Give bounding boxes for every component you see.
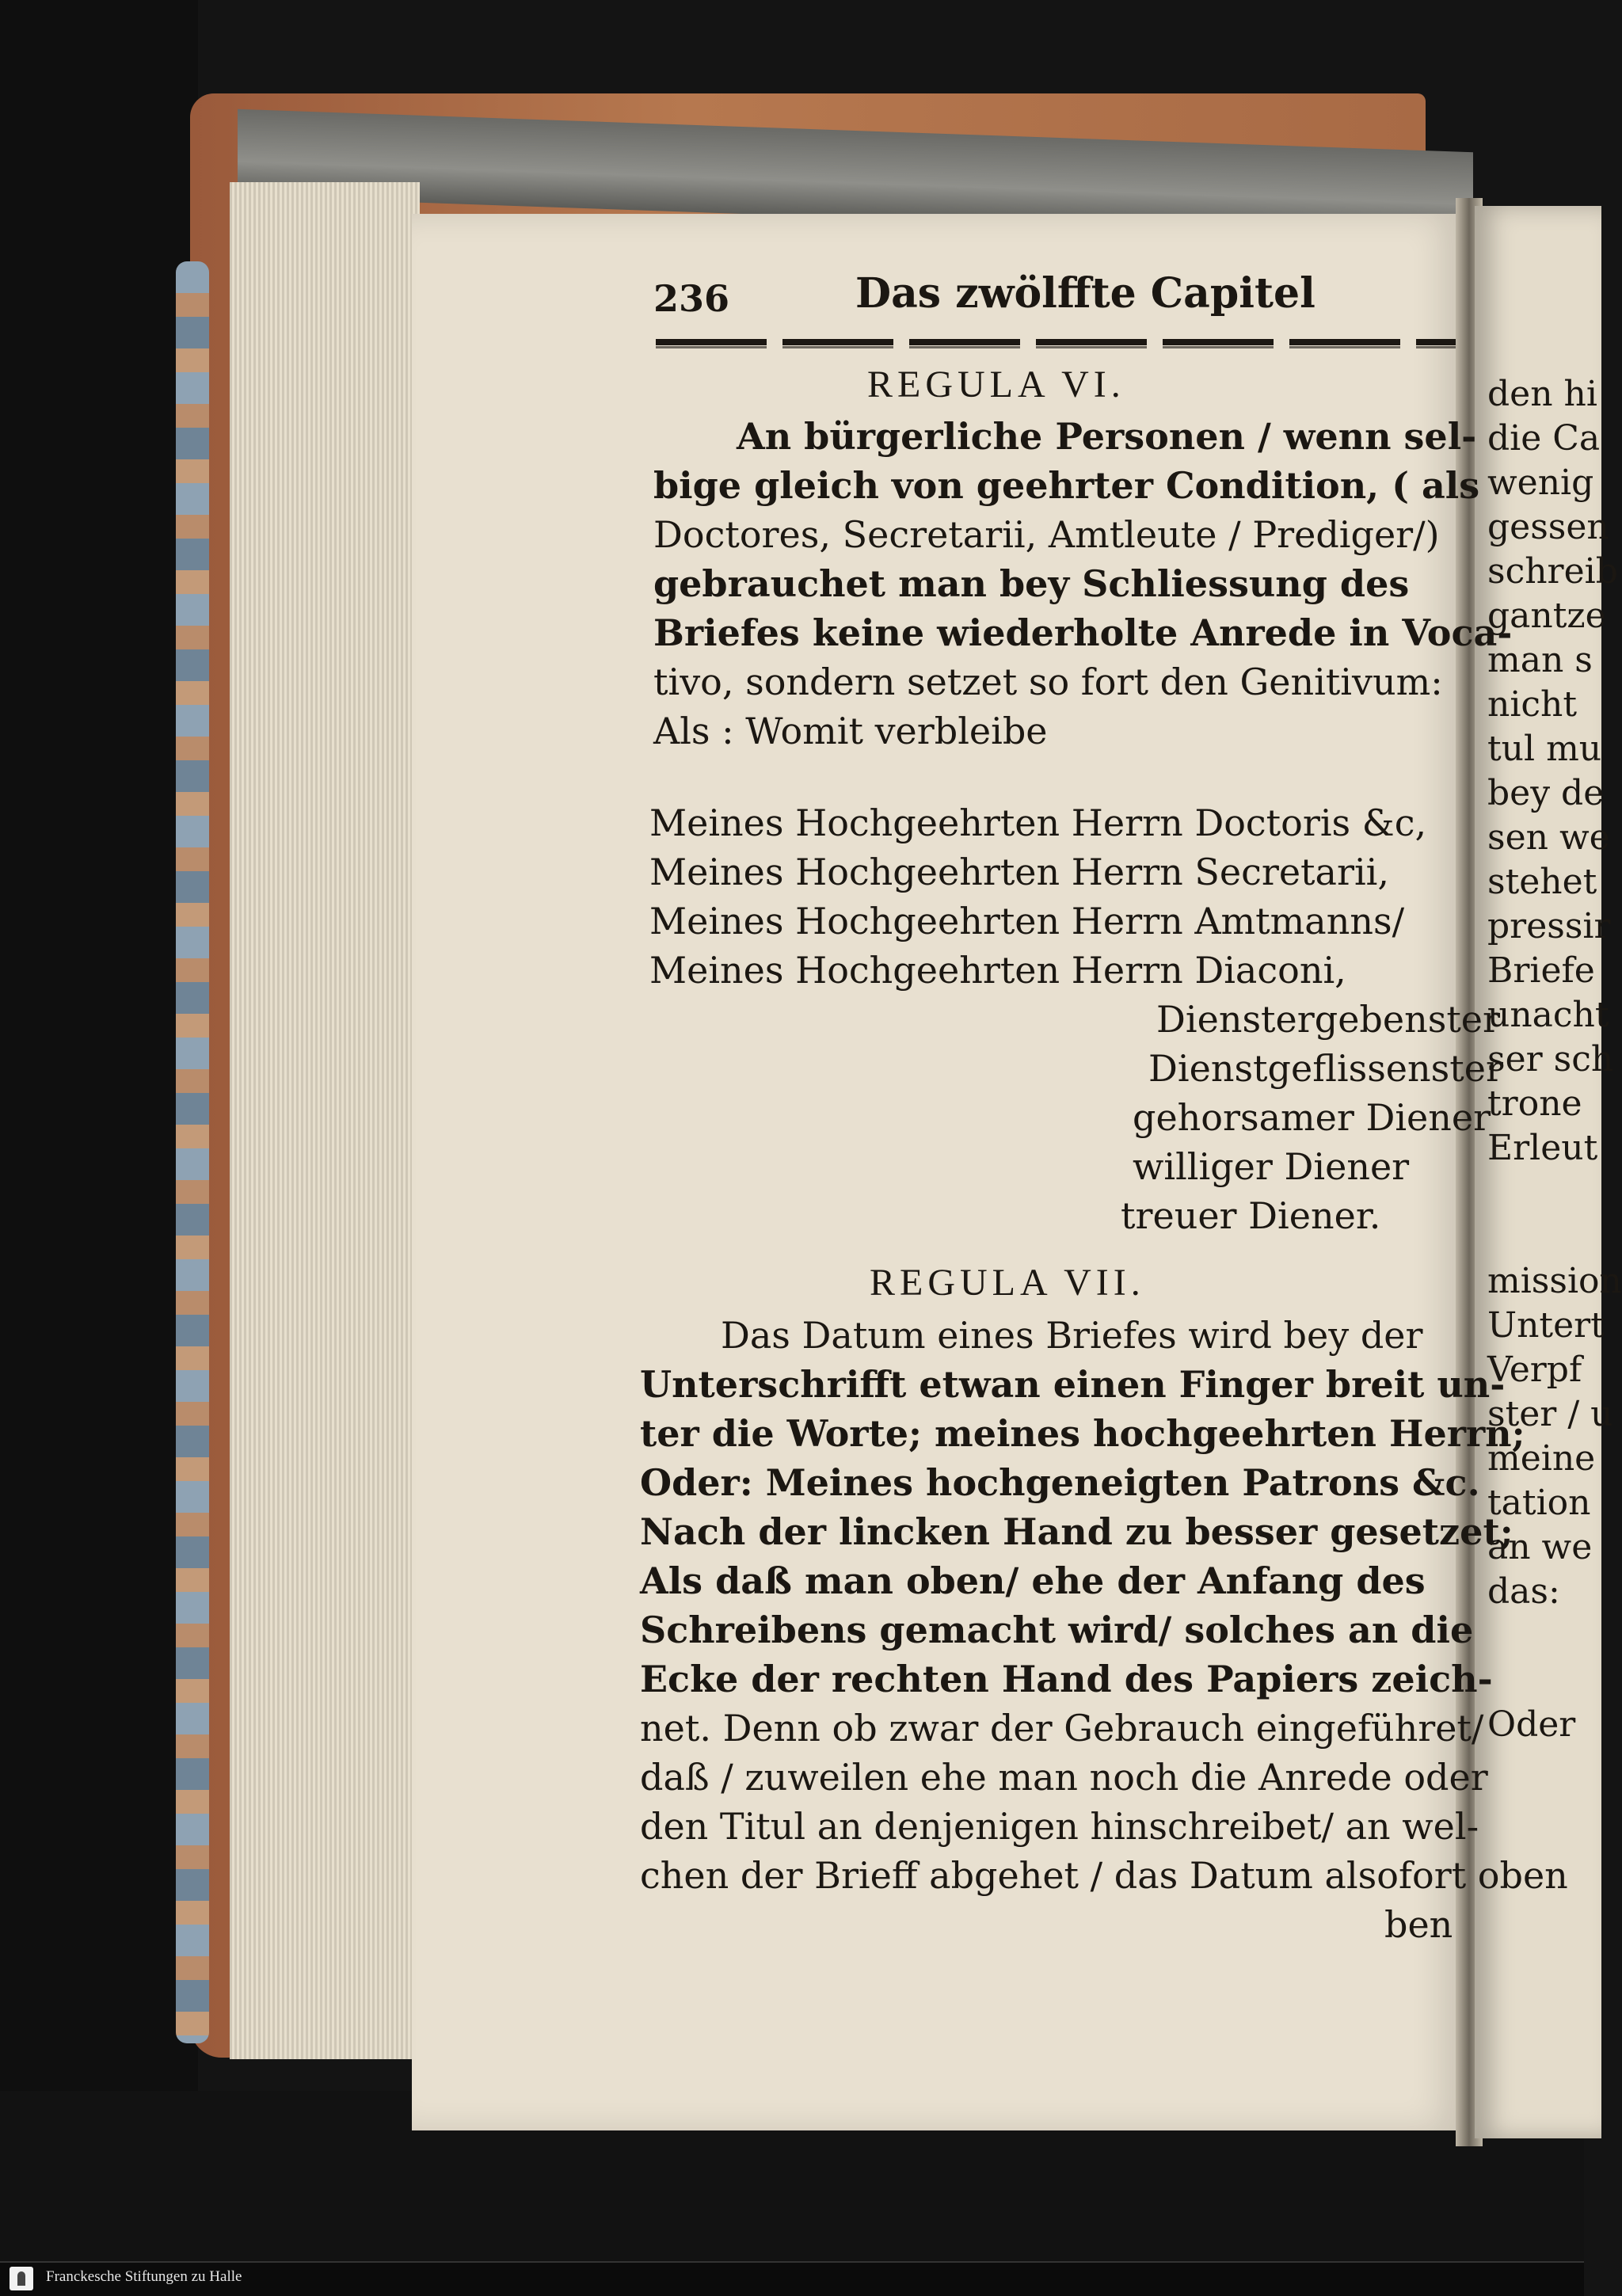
fragment-line: Erleut <box>1487 1128 1598 1168</box>
closing-line: Dienstergebenster <box>1156 998 1501 1041</box>
fragment-line <box>1487 1171 1606 1215</box>
fragment-line: tul mu <box>1487 729 1602 769</box>
fragment-line: Verpf <box>1487 1350 1582 1390</box>
header-rule-thin <box>656 346 1456 348</box>
example-line: Meines Hochgeehrten Herrn Secretarii, <box>649 851 1389 893</box>
text-line: den Titul an denjenigen hinschreibet/ an wel- <box>640 1805 1479 1848</box>
fragment-line: trone <box>1487 1083 1582 1124</box>
right-page-text <box>1487 372 1622 1747</box>
closing-line: treuer Diener. <box>1121 1194 1381 1237</box>
catchword: ben <box>1384 1903 1453 1946</box>
header-rule <box>656 339 1456 345</box>
regula-6-heading: REGULA VI. <box>867 364 1125 406</box>
closing-line: Dienstgeflissenster <box>1148 1047 1503 1090</box>
text-line: gebrauchet man bey Schliessung des <box>653 562 1410 605</box>
fragment-line <box>1487 1614 1606 1658</box>
fragment-line: schreib <box>1487 551 1618 592</box>
dark-background <box>0 0 198 2294</box>
regula-7-heading: REGULA VII. <box>870 1262 1145 1304</box>
book-spine-edge <box>176 261 209 2043</box>
text-line: Oder: Meines hochgeneigten Patrons &c. <box>640 1461 1480 1504</box>
text-line: Ecke der rechten Hand des Papiers zeich- <box>640 1658 1493 1700</box>
text-line: chen der Brieff abgehet / das Datum alsofort oben <box>640 1854 1568 1897</box>
example-line: Meines Hochgeehrten Herrn Doctoris &c, <box>649 802 1427 844</box>
fragment-line: tation <box>1487 1483 1591 1523</box>
fragment-line: Oder <box>1487 1704 1576 1745</box>
running-head: Das zwölffte Capitel <box>855 269 1315 318</box>
page-block-side <box>230 182 420 2059</box>
fragment-line: ster / u <box>1487 1394 1613 1434</box>
text-line: Doctores, Secretarii, Amtleute / Prediger/) <box>653 513 1440 556</box>
fragment-line: gantze <box>1487 596 1606 636</box>
text-line: Als : Womit verbleibe <box>653 710 1048 752</box>
text-line: net. Denn ob zwar der Gebrauch eingeführet/ <box>640 1707 1484 1750</box>
fragment-line: sen we <box>1487 817 1610 858</box>
fragment-line: gessen <box>1487 507 1609 547</box>
fragment-line: Untert <box>1487 1305 1605 1346</box>
fragment-line: pressir <box>1487 906 1611 946</box>
fragment-line <box>1487 1658 1606 1703</box>
text-line: tivo, sondern setzet so fort den Genitivum: <box>653 661 1443 703</box>
example-line: Meines Hochgeehrten Herrn Amtmanns/ <box>649 900 1405 942</box>
fragment-line: ser sch <box>1487 1039 1614 1079</box>
fragment-line: stehet <box>1487 862 1597 902</box>
fragment-line: Briefe <box>1487 950 1595 991</box>
fragment-line: unacht <box>1487 995 1609 1035</box>
page-number: 236 <box>653 277 730 320</box>
fragment-line: nicht <box>1487 684 1578 725</box>
fragment-line: den hi <box>1487 374 1597 414</box>
text-line: Nach der lincken Hand zu besser gesetzet; <box>640 1510 1513 1553</box>
text-line: Unterschrifft etwan einen Finger breit un- <box>640 1363 1506 1406</box>
text-line: Briefes keine wiederholte Anrede in Voca- <box>653 611 1513 654</box>
text-line: An bürgerliche Personen / wenn sel- <box>737 415 1477 458</box>
institution-logo-icon <box>10 2267 33 2290</box>
closing-line: gehorsamer Diener <box>1133 1096 1491 1139</box>
text-line: ter die Worte; meines hochgeehrten Herrn; <box>640 1412 1525 1455</box>
fragment-line <box>1487 1215 1606 1259</box>
closing-line: williger Diener <box>1133 1145 1410 1188</box>
text-line: Das Datum eines Briefes wird bey der <box>721 1314 1423 1357</box>
fragment-line: das: <box>1487 1571 1560 1612</box>
fragment-line: mission <box>1487 1261 1622 1301</box>
fragment-line: bey de <box>1487 773 1605 813</box>
fragment-line: meine <box>1487 1438 1596 1479</box>
fragment-line: an we <box>1487 1527 1593 1567</box>
fragment-line: die Ca <box>1487 418 1601 459</box>
text-line: Als daß man oben/ ehe der Anfang des <box>640 1559 1426 1602</box>
text-line: Schreibens gemacht wird/ solches an die <box>640 1609 1474 1651</box>
text-line: bige gleich von geehrter Condition, ( als <box>653 464 1480 507</box>
footer-institution: Franckesche Stiftungen zu Halle <box>46 2268 242 2285</box>
example-line: Meines Hochgeehrten Herrn Diaconi, <box>649 949 1346 992</box>
fragment-line: man s <box>1487 640 1593 680</box>
fragment-line: wenig <box>1487 463 1594 503</box>
text-line: daß / zuweilen ehe man noch die Anrede oder <box>640 1756 1488 1799</box>
